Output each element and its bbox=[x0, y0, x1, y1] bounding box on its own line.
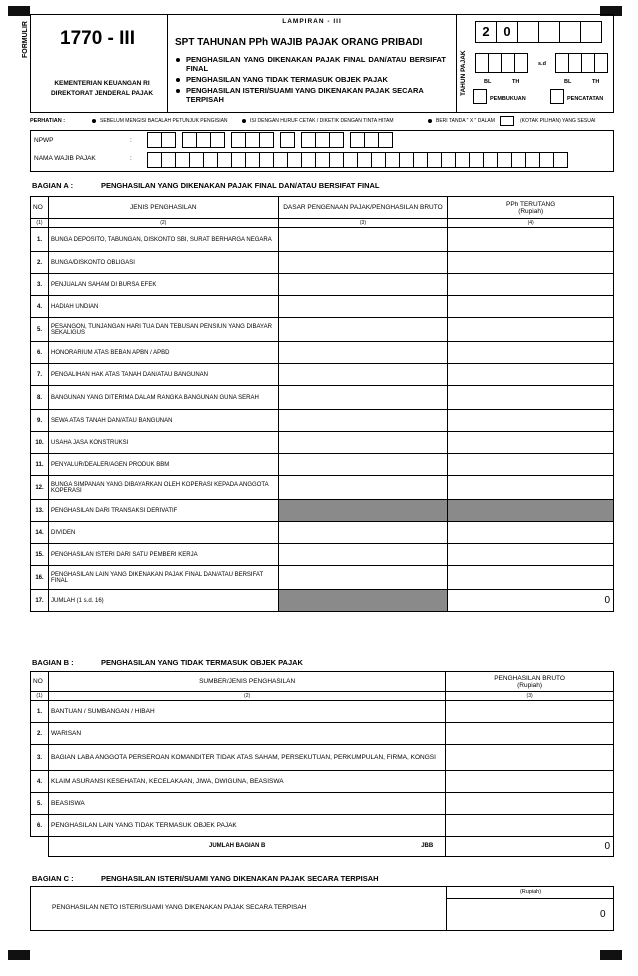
header-left-divider bbox=[167, 14, 168, 113]
input-char-box[interactable] bbox=[469, 152, 484, 168]
row-label: BUNGA DEPOSITO, TABUNGAN, DISKONTO SBI, SURAT BERHARGA NEGARA bbox=[48, 228, 278, 252]
table-row bbox=[31, 701, 614, 723]
year-digit-box[interactable]: 0 bbox=[496, 21, 518, 43]
penghasilan-bruto-field[interactable] bbox=[446, 815, 614, 837]
table-row bbox=[31, 815, 614, 837]
table-row bbox=[31, 410, 614, 432]
col-sumber-header: SUMBER/JENIS PENGHASILAN bbox=[48, 672, 445, 692]
input-char-box[interactable] bbox=[427, 152, 442, 168]
row-label: PENGHASILAN ISTERI DARI SATU PEMBERI KERJA bbox=[48, 544, 278, 566]
col-index: (3) bbox=[278, 219, 448, 228]
table-row bbox=[31, 454, 614, 476]
col-index: (1) bbox=[31, 692, 49, 701]
row-label: WARISAN bbox=[48, 723, 445, 745]
pembukuan-checkbox[interactable] bbox=[473, 89, 487, 104]
bagian-a-title: PENGHASILAN YANG DIKENAKAN PAJAK FINAL DAN/ATAU BERSIFAT FINAL bbox=[101, 181, 380, 190]
row-label: KLAIM ASURANSI KESEHATAN, KECELAKAAN, JIWA, DWIGUNA, BEASISWA bbox=[48, 771, 445, 793]
row-label: SEWA ATAS TANAH DAN/ATAU BANGUNAN bbox=[48, 410, 278, 432]
row-number: 1. bbox=[31, 228, 49, 252]
row-label: BEASISWA bbox=[48, 793, 445, 815]
bullet-icon bbox=[428, 119, 432, 123]
jumlah-bagian-b-value[interactable]: 0 bbox=[446, 837, 614, 857]
input-char-box[interactable] bbox=[329, 152, 344, 168]
th2-label: TH bbox=[592, 79, 600, 85]
input-char-box[interactable] bbox=[287, 152, 302, 168]
dasar-pengenaan-field[interactable] bbox=[278, 386, 448, 410]
perhatian-item: SEBELUM MENGISI BACALAH PETUNJUK PENGISIAN bbox=[100, 118, 228, 124]
dasar-pengenaan-field[interactable] bbox=[278, 566, 448, 590]
row-label: DIVIDEN bbox=[48, 522, 278, 544]
jbb-label: JBB bbox=[421, 843, 434, 849]
pph-terutang-field[interactable] bbox=[448, 364, 614, 386]
penghasilan-bruto-field[interactable] bbox=[446, 723, 614, 745]
dasar-pengenaan-field[interactable] bbox=[278, 476, 448, 500]
bagian-b-title: PENGHASILAN YANG TIDAK TERMASUK OBJEK PAJAK bbox=[101, 658, 303, 667]
pencatatan-checkbox[interactable] bbox=[550, 89, 564, 104]
row-number: 11. bbox=[31, 454, 49, 476]
pph-terutang-field[interactable] bbox=[448, 432, 614, 454]
row-number: 2. bbox=[31, 252, 49, 274]
pph-terutang-field[interactable] bbox=[448, 566, 614, 590]
table-row bbox=[31, 500, 614, 522]
table-row bbox=[31, 296, 614, 318]
dasar-pengenaan-field[interactable] bbox=[278, 544, 448, 566]
penghasilan-bruto-field[interactable] bbox=[446, 793, 614, 815]
header-bullet-list bbox=[176, 55, 446, 104]
bullet-item: PENGHASILAN ISTERI/SUAMI YANG DIKENAKAN PAJAK SECARA TERPISAH bbox=[176, 86, 446, 104]
table-row bbox=[31, 745, 614, 771]
row-number: 17. bbox=[31, 590, 49, 612]
year-digit-box[interactable] bbox=[538, 21, 560, 43]
bl1-label: BL bbox=[484, 79, 492, 85]
input-char-box[interactable] bbox=[539, 152, 554, 168]
row-label: PESANGON, TUNJANGAN HARI TUA DAN TEBUSAN PENSIUN YANG DIBAYAR SEKALIGUS bbox=[48, 318, 278, 342]
row-label: BAGIAN LABA ANGGOTA PERSEROAN KOMANDITER TIDAK ATAS SAHAM, PERSEKUTUAN, PERKUMPULAN, FIRMA, KONGSI bbox=[48, 745, 445, 771]
input-char-box[interactable] bbox=[245, 132, 260, 148]
row-label: PENYALUR/DEALER/AGEN PRODUK BBM bbox=[48, 454, 278, 476]
row-number: 13. bbox=[31, 500, 49, 522]
pph-terutang-field[interactable] bbox=[448, 544, 614, 566]
input-char-box[interactable] bbox=[378, 132, 393, 148]
choice-box-sample bbox=[500, 116, 514, 126]
year-digit-box[interactable] bbox=[580, 21, 602, 43]
form-title: SPT TAHUNAN PPh WAJIB PAJAK ORANG PRIBADI bbox=[175, 37, 423, 48]
dasar-pengenaan-field[interactable] bbox=[278, 432, 448, 454]
col-no-header: NO bbox=[31, 197, 49, 219]
col-dasar-header: DASAR PENGENAAN PAJAK/PENGHASILAN BRUTO bbox=[278, 197, 448, 219]
col-bruto-header: PENGHASILAN BRUTO (Rupiah) bbox=[446, 672, 614, 692]
row-number: 15. bbox=[31, 544, 49, 566]
period-box[interactable] bbox=[514, 53, 528, 73]
pph-terutang-field[interactable] bbox=[448, 454, 614, 476]
input-char-box[interactable] bbox=[315, 152, 330, 168]
pph-terutang-field[interactable] bbox=[448, 252, 614, 274]
dasar-pengenaan-field[interactable] bbox=[278, 454, 448, 476]
penghasilan-bruto-field[interactable] bbox=[446, 745, 614, 771]
table-row bbox=[31, 590, 614, 612]
row-label: PENJUALAN SAHAM DI BURSA EFEK bbox=[48, 274, 278, 296]
perhatian-bar bbox=[30, 115, 614, 127]
input-char-box[interactable] bbox=[182, 132, 197, 148]
input-char-box[interactable] bbox=[280, 132, 295, 148]
row-number: 5. bbox=[31, 318, 49, 342]
row-label: PENGHASILAN LAIN YANG TIDAK TERMASUK OBJEK PAJAK bbox=[48, 815, 445, 837]
penghasilan-bruto-field[interactable] bbox=[446, 701, 614, 723]
npwp-colon: : bbox=[130, 137, 132, 144]
row-label: USAHA JASA KONSTRUKSI bbox=[48, 432, 278, 454]
perhatian-label: PERHATIAN : bbox=[30, 118, 66, 124]
year-digit-box[interactable] bbox=[559, 21, 581, 43]
input-char-box[interactable] bbox=[189, 152, 204, 168]
dasar-pengenaan-field[interactable] bbox=[278, 410, 448, 432]
year-digit-box[interactable]: 2 bbox=[475, 21, 497, 43]
bl2-label: BL bbox=[564, 79, 572, 85]
perhatian-item: BERI TANDA " X " DALAM bbox=[436, 118, 495, 124]
row-number: 10. bbox=[31, 432, 49, 454]
bullet-icon bbox=[92, 119, 96, 123]
input-char-box[interactable] bbox=[196, 132, 211, 148]
dasar-pengenaan-field bbox=[278, 590, 448, 612]
input-char-box[interactable] bbox=[273, 152, 288, 168]
registration-mark-bottom-left bbox=[8, 950, 30, 960]
npwp-boxes bbox=[148, 132, 393, 148]
pph-terutang-field[interactable] bbox=[448, 522, 614, 544]
input-char-box[interactable] bbox=[245, 152, 260, 168]
bagian-a-table bbox=[30, 196, 614, 612]
table-row bbox=[31, 364, 614, 386]
year-boxes bbox=[476, 21, 602, 43]
dasar-pengenaan-field bbox=[278, 500, 448, 522]
input-char-box[interactable] bbox=[161, 132, 176, 148]
dasar-pengenaan-field[interactable] bbox=[278, 252, 448, 274]
input-char-box[interactable] bbox=[259, 152, 274, 168]
kementerian-label: KEMENTERIAN KEUANGAN RI bbox=[54, 80, 150, 87]
period-start-boxes bbox=[476, 53, 528, 73]
input-char-box[interactable] bbox=[231, 132, 246, 148]
table-row bbox=[31, 318, 614, 342]
input-char-box[interactable] bbox=[385, 152, 400, 168]
dasar-pengenaan-field[interactable] bbox=[278, 228, 448, 252]
th1-label: TH bbox=[512, 79, 520, 85]
pph-terutang-field[interactable] bbox=[448, 274, 614, 296]
period-box[interactable] bbox=[555, 53, 569, 73]
input-char-box[interactable] bbox=[399, 152, 414, 168]
bullet-item: PENGHASILAN YANG TIDAK TERMASUK OBJEK PAJAK bbox=[176, 75, 446, 84]
pencatatan-label: PENCATATAN bbox=[567, 96, 604, 102]
row-label: HADIAH UNDIAN bbox=[48, 296, 278, 318]
nama-label: NAMA WAJIB PAJAK bbox=[34, 155, 96, 162]
table-row bbox=[31, 228, 614, 252]
sd-label: s.d bbox=[538, 61, 546, 67]
input-char-box[interactable] bbox=[364, 132, 379, 148]
row-number: 14. bbox=[31, 522, 49, 544]
bullet-icon bbox=[242, 119, 246, 123]
row-label: JUMLAH (1 s.d. 16) bbox=[48, 590, 278, 612]
input-char-box[interactable] bbox=[483, 152, 498, 168]
input-char-box[interactable] bbox=[231, 152, 246, 168]
row-number: 2. bbox=[31, 723, 49, 745]
input-char-box[interactable] bbox=[147, 132, 162, 148]
col-index: (2) bbox=[48, 692, 445, 701]
col-no-header: NO bbox=[31, 672, 49, 692]
input-char-box[interactable] bbox=[301, 132, 316, 148]
pph-terutang-field[interactable]: 0 bbox=[448, 590, 614, 612]
input-char-box[interactable] bbox=[350, 132, 365, 148]
period-box[interactable] bbox=[581, 53, 595, 73]
row-label: PENGALIHAN HAK ATAS TANAH DAN/ATAU BANGUNAN bbox=[48, 364, 278, 386]
input-char-box[interactable] bbox=[525, 152, 540, 168]
form-number: 1770 - III bbox=[60, 28, 135, 49]
pph-terutang-field bbox=[448, 500, 614, 522]
input-char-box[interactable] bbox=[357, 152, 372, 168]
input-char-box[interactable] bbox=[497, 152, 512, 168]
bagian-c-row-label: PENGHASILAN NETO ISTERI/SUAMI YANG DIKENAKAN PAJAK SECARA TERPISAH bbox=[52, 904, 307, 911]
table-row bbox=[31, 771, 614, 793]
bullet-icon bbox=[176, 78, 180, 82]
perhatian-item: (KOTAK PILIHAN) YANG SESUAI bbox=[520, 118, 596, 124]
row-number: 12. bbox=[31, 476, 49, 500]
tahun-pajak-label: TAHUN PAJAK bbox=[460, 50, 467, 96]
pph-terutang-field[interactable] bbox=[448, 342, 614, 364]
direktorat-label: DIREKTORAT JENDERAL PAJAK bbox=[50, 90, 154, 97]
input-char-box[interactable] bbox=[301, 152, 316, 168]
npwp-label: NPWP bbox=[34, 137, 54, 144]
table-row bbox=[31, 793, 614, 815]
jumlah-spacer bbox=[31, 837, 49, 857]
bullet-item: PENGHASILAN YANG DIKENAKAN PAJAK FINAL DAN/ATAU BERSIFAT FINAL bbox=[176, 55, 446, 73]
period-box[interactable] bbox=[475, 53, 489, 73]
bagian-c-title: PENGHASILAN ISTERI/SUAMI YANG DIKENAKAN PAJAK SECARA TERPISAH bbox=[101, 874, 379, 883]
col-pph-header: PPh TERUTANG (Rupiah) bbox=[448, 197, 614, 219]
input-char-box[interactable] bbox=[175, 152, 190, 168]
row-number: 6. bbox=[31, 815, 49, 837]
row-label: PENGHASILAN DARI TRANSAKSI DERIVATIF bbox=[48, 500, 278, 522]
col-index: (3) bbox=[446, 692, 614, 701]
table-row bbox=[31, 274, 614, 296]
formulir-label: FORMULIR bbox=[22, 21, 29, 58]
pph-terutang-field[interactable] bbox=[448, 476, 614, 500]
pph-terutang-field[interactable] bbox=[448, 386, 614, 410]
dasar-pengenaan-field[interactable] bbox=[278, 342, 448, 364]
input-char-box[interactable] bbox=[511, 152, 526, 168]
input-char-box[interactable] bbox=[455, 152, 470, 168]
penghasilan-bruto-field[interactable] bbox=[446, 771, 614, 793]
bagian-c-value[interactable]: 0 bbox=[600, 909, 606, 920]
input-char-box[interactable] bbox=[210, 132, 225, 148]
col-index: (2) bbox=[48, 219, 278, 228]
jumlah-bagian-b-cell bbox=[48, 837, 445, 857]
bagian-b-table bbox=[30, 671, 614, 857]
period-end-boxes bbox=[556, 53, 608, 73]
bullet-icon bbox=[176, 58, 180, 62]
pph-terutang-field[interactable] bbox=[448, 318, 614, 342]
row-label: HONORARIUM ATAS BEBAN APBN / APBD bbox=[48, 342, 278, 364]
row-number: 1. bbox=[31, 701, 49, 723]
pph-terutang-field[interactable] bbox=[448, 410, 614, 432]
row-number: 16. bbox=[31, 566, 49, 590]
jumlah-bagian-b-label: JUMLAH BAGIAN B bbox=[208, 843, 266, 849]
input-char-box[interactable] bbox=[161, 152, 176, 168]
bagian-c-label: BAGIAN C : bbox=[32, 874, 74, 883]
nama-colon: : bbox=[130, 155, 132, 162]
dasar-pengenaan-field[interactable] bbox=[278, 274, 448, 296]
row-label: PENGHASILAN LAIN YANG DIKENAKAN PAJAK FINAL DAN/ATAU BERSIFAT FINAL bbox=[48, 566, 278, 590]
input-char-box[interactable] bbox=[343, 152, 358, 168]
pembukuan-label: PEMBUKUAN bbox=[490, 96, 526, 102]
bagian-c-unit-divider bbox=[446, 898, 614, 899]
input-char-box[interactable] bbox=[371, 152, 386, 168]
year-digit-box[interactable] bbox=[517, 21, 539, 43]
table-row bbox=[31, 252, 614, 274]
bagian-a-label: BAGIAN A : bbox=[32, 181, 74, 190]
header-right-divider bbox=[456, 14, 457, 113]
period-box[interactable] bbox=[488, 53, 502, 73]
table-row bbox=[31, 476, 614, 500]
row-label: BANGUNAN YANG DITERIMA DALAM RANGKA BANGUNAN GUNA SERAH bbox=[48, 386, 278, 410]
row-number: 6. bbox=[31, 342, 49, 364]
dasar-pengenaan-field[interactable] bbox=[278, 296, 448, 318]
pph-terutang-field[interactable] bbox=[448, 228, 614, 252]
row-number: 4. bbox=[31, 296, 49, 318]
table-row bbox=[31, 522, 614, 544]
row-label: BUNGA/DISKONTO OBLIGASI bbox=[48, 252, 278, 274]
row-number: 9. bbox=[31, 410, 49, 432]
col-jenis-header: JENIS PENGHASILAN bbox=[48, 197, 278, 219]
col-index: (1) bbox=[31, 219, 49, 228]
row-label: BUNGA SIMPANAN YANG DIBAYARKAN OLEH KOPERASI KEPADA ANGGOTA KOPERASI bbox=[48, 476, 278, 500]
row-number: 3. bbox=[31, 745, 49, 771]
lampiran-label: LAMPIRAN - III bbox=[282, 18, 342, 25]
table-row bbox=[31, 342, 614, 364]
perhatian-item: ISI DENGAN HURUF CETAK / DIKETIK DENGAN TINTA HITAM bbox=[250, 118, 394, 124]
row-number: 5. bbox=[31, 793, 49, 815]
bagian-b-label: BAGIAN B : bbox=[32, 658, 74, 667]
dasar-pengenaan-field[interactable] bbox=[278, 522, 448, 544]
table-row bbox=[31, 566, 614, 590]
bullet-icon bbox=[176, 89, 180, 93]
table-row bbox=[31, 432, 614, 454]
table-row bbox=[31, 544, 614, 566]
input-char-box[interactable] bbox=[413, 152, 428, 168]
period-box[interactable] bbox=[501, 53, 515, 73]
pph-terutang-field[interactable] bbox=[448, 296, 614, 318]
input-char-box[interactable] bbox=[315, 132, 330, 148]
input-char-box[interactable] bbox=[259, 132, 274, 148]
input-char-box[interactable] bbox=[441, 152, 456, 168]
table-row bbox=[31, 386, 614, 410]
col-index: (4) bbox=[448, 219, 614, 228]
input-char-box[interactable] bbox=[553, 152, 568, 168]
dasar-pengenaan-field[interactable] bbox=[278, 364, 448, 386]
input-char-box[interactable] bbox=[217, 152, 232, 168]
input-char-box[interactable] bbox=[329, 132, 344, 148]
input-char-box[interactable] bbox=[147, 152, 162, 168]
row-number: 3. bbox=[31, 274, 49, 296]
bagian-c-unit: (Rupiah) bbox=[519, 889, 542, 895]
nama-boxes bbox=[148, 152, 568, 168]
row-number: 4. bbox=[31, 771, 49, 793]
row-number: 8. bbox=[31, 386, 49, 410]
registration-mark-bottom-right bbox=[600, 950, 622, 960]
table-row bbox=[31, 723, 614, 745]
input-char-box[interactable] bbox=[203, 152, 218, 168]
dasar-pengenaan-field[interactable] bbox=[278, 318, 448, 342]
period-box[interactable] bbox=[594, 53, 608, 73]
row-number: 7. bbox=[31, 364, 49, 386]
period-box[interactable] bbox=[568, 53, 582, 73]
row-label: BANTUAN / SUMBANGAN / HIBAH bbox=[48, 701, 445, 723]
